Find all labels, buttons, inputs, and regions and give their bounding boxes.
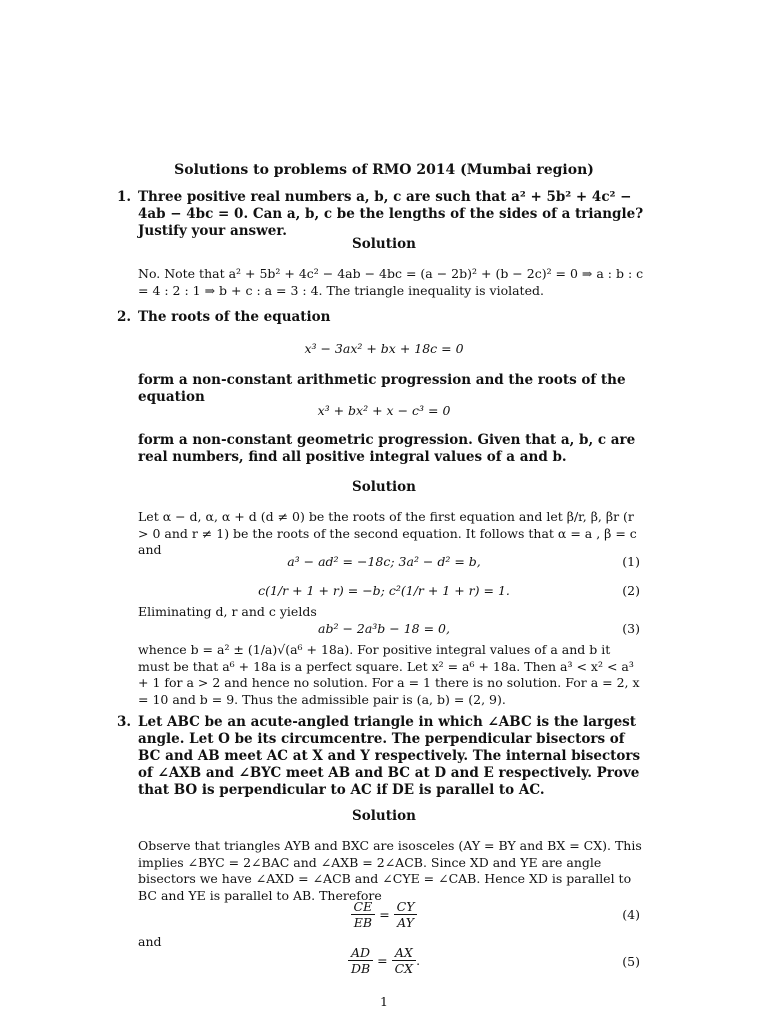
equation-2: c(1/r + 1 + r) = −b; c²(1/r + 1 + r) = 1.	[258, 583, 510, 598]
solution-text: whence b = a² ± (1/a)√(a⁶ + 18a). For positive integral values of a and b it must be that a⁶ + 18a is a perfect square. Let x² = a⁶ + 18a. Then a³ < x² < a³ + 1 for a > 2 and hence no solution. For a = 1 there is no solution. For a = 2, x = 10 and b = 9. Thus the admissible pair is (a, b) = (2, 9).	[138, 642, 640, 707]
problem-2-continued	[117, 432, 647, 466]
equation-3: ab² − 2a³b − 18 = 0,	[318, 621, 450, 636]
numerator: CE	[351, 899, 376, 915]
denominator: DB	[350, 961, 371, 976]
problem-2	[117, 309, 647, 326]
numerator: CY	[394, 899, 418, 915]
equation-5: $\frac{AD}{DB}$ = $\frac{AX}{CX}$ .	[0, 945, 768, 976]
equation-number: (3)	[622, 621, 640, 636]
problem-text: form a non-constant arithmetic progression and the roots of the equation	[138, 372, 626, 405]
denominator: EB	[353, 915, 373, 930]
solution-text: and	[138, 934, 162, 949]
equation-number: (5)	[622, 954, 640, 969]
solution-heading: Solution	[352, 808, 416, 824]
equation-1: a³ − ad² = −18c; 3a² − d² = b,	[287, 554, 481, 569]
page-number: 1	[380, 994, 388, 1009]
numerator: AX	[392, 945, 416, 961]
equation: x³ + bx² + x − c³ = 0	[317, 403, 451, 418]
problem-text: Three positive real numbers a, b, c are such that a² + 5b² + 4c² − 4ab − 4bc = 0. Can a, b, c be the lengths of the sides of a triangle? Justify your answer.	[138, 189, 644, 239]
solution-heading: Solution	[352, 479, 416, 495]
denominator: CX	[394, 961, 414, 976]
solution-heading: Solution	[352, 236, 416, 252]
equation-4: $\frac{CE}{EB}$ = $\frac{CY}{AY}$	[0, 899, 768, 930]
problem-3	[117, 714, 647, 799]
problem-number: 1.	[117, 189, 132, 205]
equation-number: (2)	[622, 583, 640, 598]
solution-text: Observe that triangles AYB and BXC are isosceles (AY = BY and BX = CX). This implies ∠BYC = 2∠BAC and ∠AXB = 2∠ACB. Since XD and YE are angle bisectors we have ∠AXD = ∠ACB and ∠CYE = ∠CAB. Hence XD is parallel to BC and YE is parallel to AB. Therefore	[138, 838, 642, 903]
problem-number: 3.	[117, 714, 132, 730]
fraction	[394, 899, 418, 930]
problem-1	[117, 189, 647, 240]
document-title: Solutions to problems of RMO 2014 (Mumbai region)	[174, 162, 594, 178]
problem-number: 2.	[117, 309, 132, 325]
problem-text: Let ABC be an acute-angled triangle in which ∠ABC is the largest angle. Let O be its circumcentre. The perpendicular bisectors of BC and AB meet AC at X and Y respectively. The internal bisectors of ∠AXB and ∠BYC meet AB and BC at D and E respectively. Prove that BO is perpendicular to AC if DE is parallel to AC.	[138, 714, 641, 798]
problem-text: form a non-constant geometric progression. Given that a, b, c are real numbers, find all positive integral values of a and b.	[138, 432, 636, 465]
equation-number: (4)	[622, 907, 640, 922]
fraction	[351, 899, 376, 930]
solution-text: Let α − d, α, α + d (d ≠ 0) be the roots of the first equation and let β/r, β, βr (r > 0 and r ≠ 1) be the roots of the second equation. It follows that α = a , β = c and	[138, 509, 637, 558]
equation-number: (1)	[622, 554, 640, 569]
equation: x³ − 3ax² + bx + 18c = 0	[304, 341, 464, 356]
fraction	[392, 945, 416, 976]
denominator: AY	[397, 915, 414, 930]
solution-text: No. Note that a² + 5b² + 4c² − 4ab − 4bc = (a − 2b)² + (b − 2c)² = 0 ⇒ a : b : c = 4 : 2 : 1 ⇒ b + c : a = 3 : 4. The triangle inequality is violated.	[138, 266, 644, 298]
fraction	[348, 945, 373, 976]
numerator: AD	[348, 945, 373, 961]
problem-2-continued	[117, 372, 647, 406]
problem-text: The roots of the equation	[138, 309, 331, 325]
solution-text: Eliminating d, r and c yields	[138, 604, 317, 619]
